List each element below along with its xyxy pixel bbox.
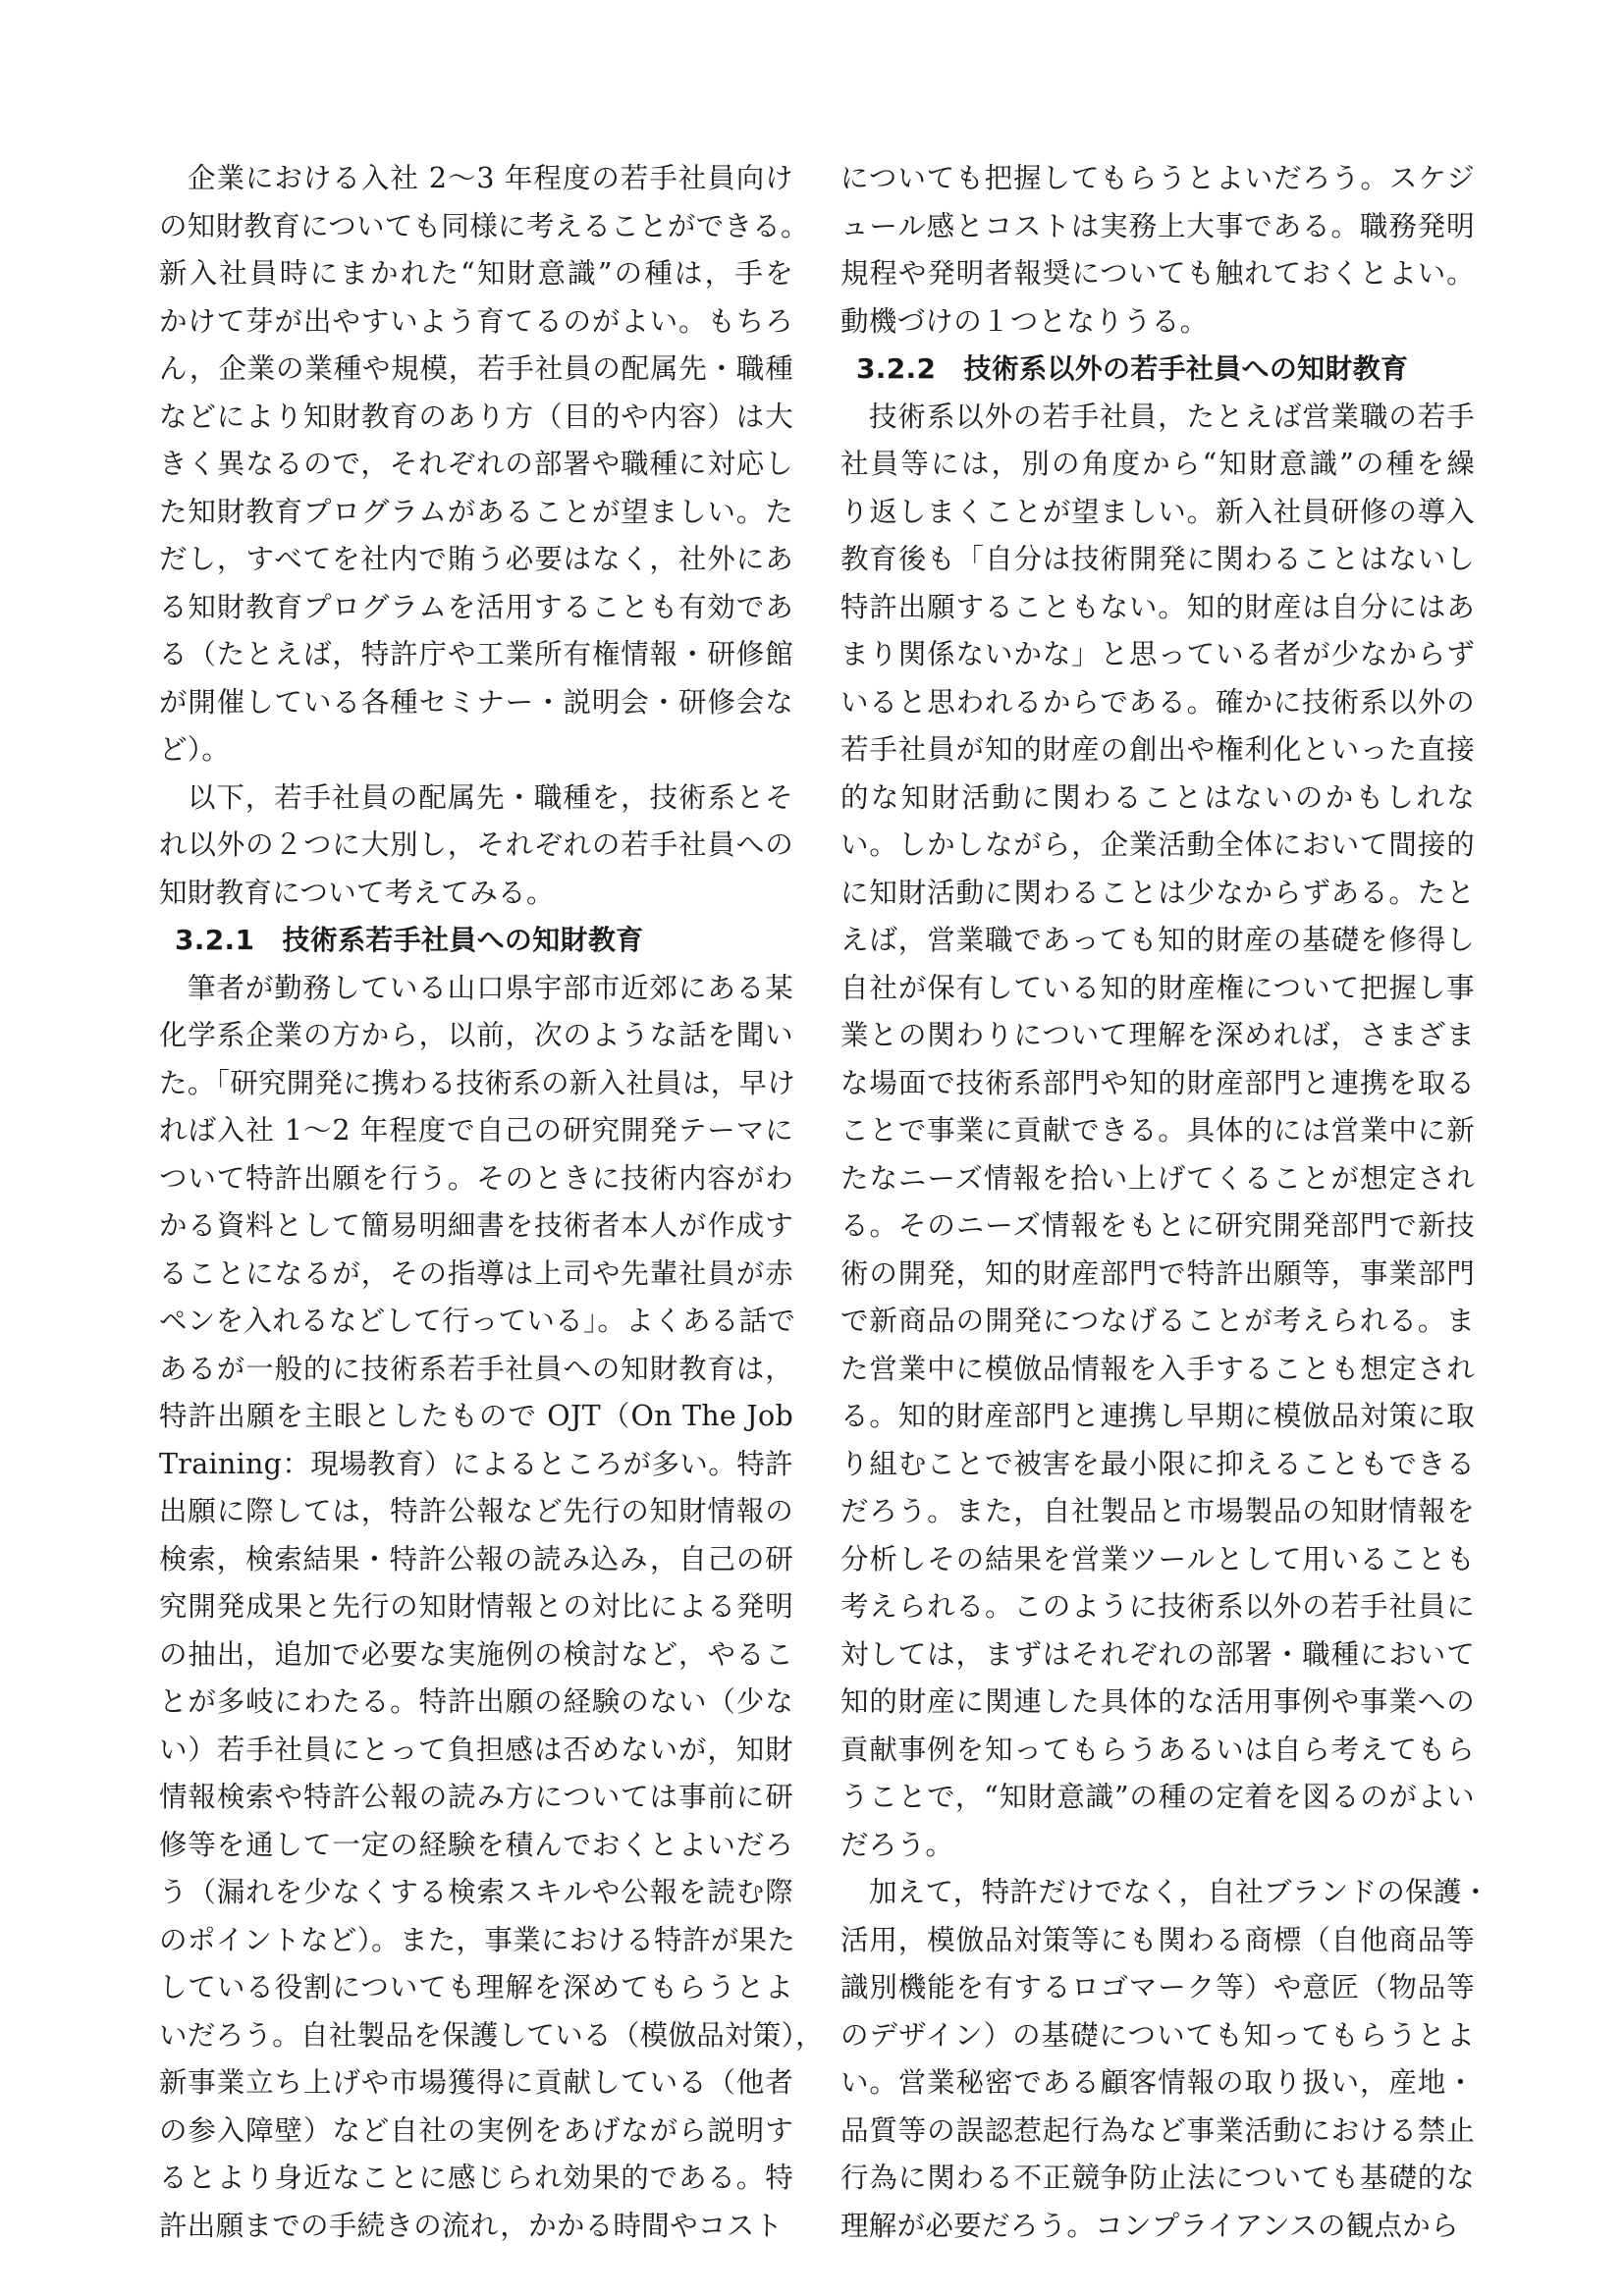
text-line: のデザイン）の基礎についても知ってもらうとよ	[840, 2018, 1475, 2052]
text-line: の参入障壁）など自社の実例をあげながら説明す	[159, 2113, 793, 2147]
text-line: が開催している各種セミナー・説明会・研修会な	[159, 685, 793, 719]
text-line: 出願に際しては，特許公報など先行の知財情報の	[159, 1495, 793, 1527]
text-line: 理解が必要だろう。コンプライアンスの観点から	[840, 2209, 1459, 2242]
text-line: 新入社員時にまかれた“知財意識”の種は，手を	[159, 257, 793, 290]
text-line: 以下，若手社員の配属先・職種を，技術系とそ	[188, 780, 793, 814]
text-line: についても把握してもらうとよいだろう。スケジ	[840, 162, 1475, 194]
text-line: の知財教育についても同様に考えることができる。	[159, 209, 809, 242]
text-line: だろう。また，自社製品と市場製品の知財情報を	[840, 1495, 1475, 1527]
text-line: 業との関わりについて理解を深めれば，さまざま	[840, 1019, 1475, 1051]
text-line: 貢献事例を知ってもらうあるいは自ら考えてもら	[840, 1733, 1475, 1766]
text-line: まり関係ないかな」と思っている者が少なからず	[840, 638, 1475, 670]
text-line: 検索，検索結果・特許公報の読み込み，自己の研	[159, 1542, 793, 1575]
text-line: 情報検索や特許公報の読み方については事前に研	[159, 1781, 793, 1813]
text-line: などにより知財教育のあり方（目的や内容）は大	[159, 400, 793, 433]
text-line: い）若手社員にとって負担感は否めないが，知財	[159, 1733, 793, 1766]
text-line: している役割についても理解を深めてもらうとよ	[159, 1971, 793, 2003]
text-line: ど）。	[159, 733, 231, 766]
text-line: 教育後も「自分は技術開発に関わることはないし	[840, 543, 1475, 575]
text-line: ュール感とコストは実務上大事である。職務発明	[840, 209, 1475, 242]
text-line: 新事業立ち上げや市場獲得に貢献している（他者	[159, 2066, 793, 2099]
text-line: 化学系企業の方から，以前，次のような話を聞い	[159, 1019, 793, 1051]
left-column	[159, 155, 824, 2250]
text-line: うことで，“知財意識”の種の定着を図るのがよい	[840, 1781, 1475, 1813]
text-line: 知財教育について考えてみる。	[159, 876, 555, 909]
text-line: いだろう。自社製品を保護している（模倣品対策），	[159, 2018, 824, 2052]
text-line: ことで事業に貢献できる。具体的には営業中に新	[840, 1114, 1475, 1147]
text-line: 若手社員が知的財産の創出や権利化といった直接	[840, 733, 1475, 766]
text-line: 術の開発，知的財産部門で特許出願等，事業部門	[840, 1256, 1475, 1290]
text-line: だろう。	[840, 1828, 954, 1861]
text-line: 自社が保有している知的財産権について把握し事	[840, 971, 1475, 1004]
text-line: 加えて，特許だけでなく，自社ブランドの保護・	[869, 1876, 1490, 1908]
text-line: 特許出願することもない。知的財産は自分にはあ	[840, 590, 1475, 623]
text-line: ることになるが，その指導は上司や先輩社員が赤	[159, 1256, 793, 1290]
section-heading: 3.2.2 技術系以外の若手社員への知財教育	[856, 352, 1409, 385]
text-line: い。しかしながら，企業活動全体において間接的	[840, 828, 1475, 861]
text-line: 行為に関わる不正競争防止法についても基礎的な	[840, 2162, 1475, 2194]
text-line: 対しては，まずはそれぞれの部署・職種において	[840, 1637, 1475, 1671]
text-line: Training：現場教育）によるところが多い。特許	[159, 1447, 793, 1480]
text-line: 分析しその結果を営業ツールとして用いることも	[840, 1542, 1475, 1575]
text-line: えば，営業職であっても知的財産の基礎を修得し	[840, 924, 1475, 956]
text-line: た営業中に模倣品情報を入手することも想定され	[840, 1352, 1475, 1385]
text-line: 社員等には，別の角度から“知財意識”の種を繰	[840, 448, 1475, 480]
text-line: のポイントなど）。また，事業における特許が果た	[159, 1923, 796, 1956]
text-line: り組むことで被害を最小限に抑えることもできる	[840, 1447, 1475, 1480]
text-line: れ以外の２つに大別し，それぞれの若手社員への	[159, 828, 793, 861]
text-line: 活用，模倣品対策等にも関わる商標（自他商品等	[840, 1923, 1475, 1956]
text-line: る知財教育プログラムを活用することも有効であ	[159, 590, 793, 623]
text-line: 究開発成果と先行の知財情報との対比による発明	[159, 1590, 793, 1623]
text-line: 修等を通して一定の経験を積んでおくとよいだろ	[159, 1828, 793, 1861]
text-line: に知財活動に関わることは少なからずある。たと	[840, 876, 1475, 909]
text-line: たなニーズ情報を拾い上げてくることが想定され	[840, 1161, 1475, 1195]
text-line: 筆者が勤務している山口県宇部市近郊にある某	[188, 971, 793, 1004]
text-line: ん，企業の業種や規模，若手社員の配属先・職種	[159, 352, 793, 385]
text-line: 識別機能を有するロゴマーク等）や意匠（物品等	[840, 1971, 1475, 2003]
text-line: 技術系以外の若手社員，たとえば営業職の若手	[869, 400, 1475, 433]
text-line: 許出願までの手続きの流れ，かかる時間やコスト	[159, 2209, 784, 2242]
right-column	[840, 155, 1490, 2250]
text-line: な場面で技術系部門や知的財産部門と連携を取る	[840, 1066, 1475, 1099]
text-line: ついて特許出願を行う。そのときに技術内容がわ	[159, 1161, 793, 1195]
text-line: う（漏れを少なくする検索スキルや公報を読む際	[159, 1876, 793, 1908]
text-line: かる資料として簡易明細書を技術者本人が作成す	[159, 1209, 793, 1242]
text-line: た知財教育プログラムがあることが望ましい。た	[159, 495, 793, 528]
text-line: とが多岐にわたる。特許出願の経験のない（少な	[159, 1685, 793, 1718]
text-line: れば入社 1〜2 年程度で自己の研究開発テーマに	[159, 1114, 793, 1147]
text-line: 特許出願を主眼としたもので OJT（On The Job	[159, 1400, 793, 1432]
text-line: 企業における入社 2〜3 年程度の若手社員向け	[188, 162, 793, 194]
text-line: る（たとえば，特許庁や工業所有権情報・研修館	[159, 638, 793, 670]
text-line: 考えられる。このように技術系以外の若手社員に	[840, 1590, 1475, 1623]
text-line: た。「研究開発に携わる技術系の新入社員は，早け	[159, 1066, 796, 1099]
text-line: 品質等の誤認惹起行為など事業活動における禁止	[840, 2113, 1475, 2147]
text-line: る。そのニーズ情報をもとに研究開発部門で新技	[840, 1209, 1475, 1242]
text-line: い。営業秘密である顧客情報の取り扱い，産地・	[840, 2066, 1475, 2099]
section-heading: 3.2.1 技術系若手社員への知財教育	[175, 924, 644, 956]
text-line: 知的財産に関連した具体的な活用事例や事業への	[840, 1685, 1475, 1718]
text-line: 的な知財活動に関わることはないのかもしれな	[840, 780, 1475, 814]
text-line: で新商品の開発につなげることが考えられる。ま	[840, 1305, 1475, 1337]
text-line: る。知的財産部門と連携し早期に模倣品対策に取	[840, 1400, 1475, 1432]
text-line: あるが一般的に技術系若手社員への知財教育は，	[159, 1352, 793, 1385]
text-line: かけて芽が出やすいよう育てるのがよい。もちろ	[159, 304, 793, 338]
text-line: いると思われるからである。確かに技術系以外の	[840, 685, 1475, 719]
text-line: るとより身近なことに感じられ効果的である。特	[159, 2162, 793, 2194]
text-line: きく異なるので，それぞれの部署や職種に対応し	[159, 448, 793, 480]
text-line: り返しまくことが望ましい。新入社員研修の導入	[840, 495, 1475, 528]
text-line: だし，すべてを社内で賄う必要はなく，社外にあ	[159, 543, 793, 575]
text-line: ペンを入れるなどして行っている」。よくある話で	[159, 1305, 796, 1337]
text-line: の抽出，追加で必要な実施例の検討など，やるこ	[159, 1637, 793, 1671]
text-line: 規程や発明者報奨についても触れておくとよい。	[840, 257, 1475, 290]
text-line: 動機づけの１つとなりうる。	[840, 304, 1209, 338]
